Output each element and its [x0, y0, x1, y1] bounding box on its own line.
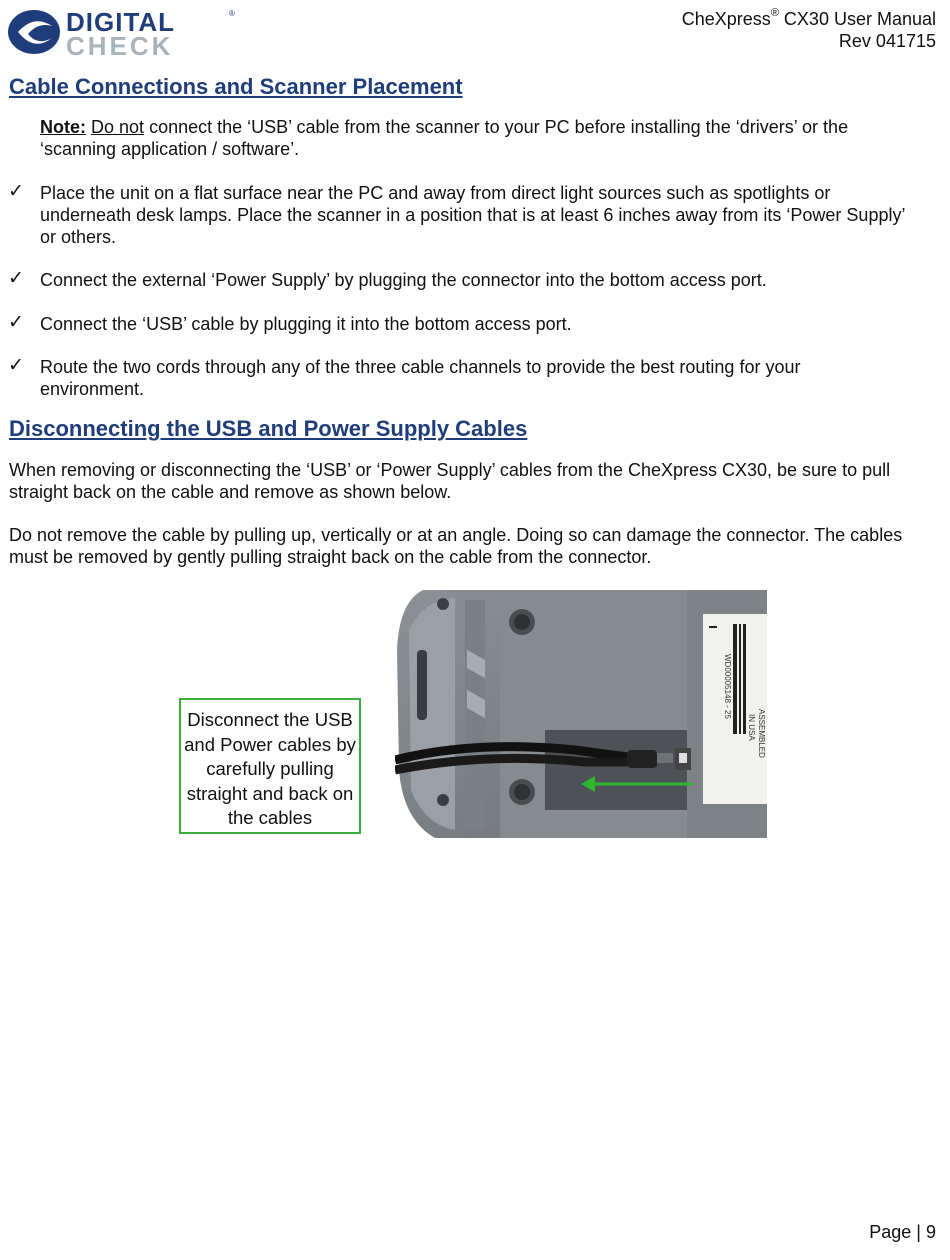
paragraph: When removing or disconnecting the ‘USB’ or ‘Power Supply’ cables from the CheXpress CX30, be sure to pull straight back on the cable and remove as shown below.	[9, 460, 891, 502]
note-label: Note:	[40, 117, 86, 137]
svg-text:DIGITAL: DIGITAL	[66, 7, 176, 37]
checkmark-icon: ✓	[8, 355, 24, 376]
digital-check-logo	[8, 6, 240, 58]
checkmark-icon: ✓	[8, 312, 24, 333]
revision: Rev 041715	[838, 31, 936, 51]
figure-callout: Disconnect the USB and Power cables by carefully pulling straight and back on the cables	[179, 698, 361, 834]
list-item: ✓ Route the two cords through any of the three cable channels to provide the best routing for your environment.	[8, 355, 801, 399]
note-paragraph: Note: Do not connect the ‘USB’ cable from the scanner to your PC before installing the ‘drivers’ or the ‘scanning application / software’.	[40, 117, 849, 159]
page-number: Page | 9	[869, 1222, 936, 1242]
section-title-cable-connections: Cable Connections and Scanner Placement	[9, 74, 463, 99]
manual-title: CheXpress® CX30 User Manual	[681, 7, 936, 29]
svg-text:IN USA: IN USA	[747, 714, 756, 741]
checkmark-icon: ✓	[8, 268, 24, 289]
svg-text:ASSEMBLED: ASSEMBLED	[757, 709, 766, 758]
section-title-disconnecting: Disconnecting the USB and Power Supply Cables	[9, 416, 528, 441]
paragraph: Do not remove the cable by pulling up, vertically or at an angle. Doing so can damage the connector. The cables must be removed by gently pulling straight back on the cable from the connector.	[9, 525, 903, 567]
scanner-bottom-photo	[395, 590, 767, 838]
list-item: ✓ Place the unit on a flat surface near the PC and away from direct light sources such as spotlights or underneath desk lamps. Place the scanner in a position that is at least 6 inches away from its ‘Power Supply’ or others.	[8, 181, 905, 247]
note-emphasis: Do not	[91, 117, 145, 137]
checkmark-icon: ✓	[8, 181, 24, 202]
svg-text:CHECK: CHECK	[66, 31, 174, 58]
page-header	[682, 8, 936, 52]
list-item: ✓ Connect the ‘USB’ cable by plugging it into the bottom access port.	[8, 312, 572, 334]
list-item: ✓ Connect the external ‘Power Supply’ by plugging the connector into the bottom access port.	[8, 268, 767, 290]
svg-text:WD00005148 - 25: WD00005148 - 25	[723, 654, 732, 719]
svg-text:®: ®	[229, 9, 235, 18]
